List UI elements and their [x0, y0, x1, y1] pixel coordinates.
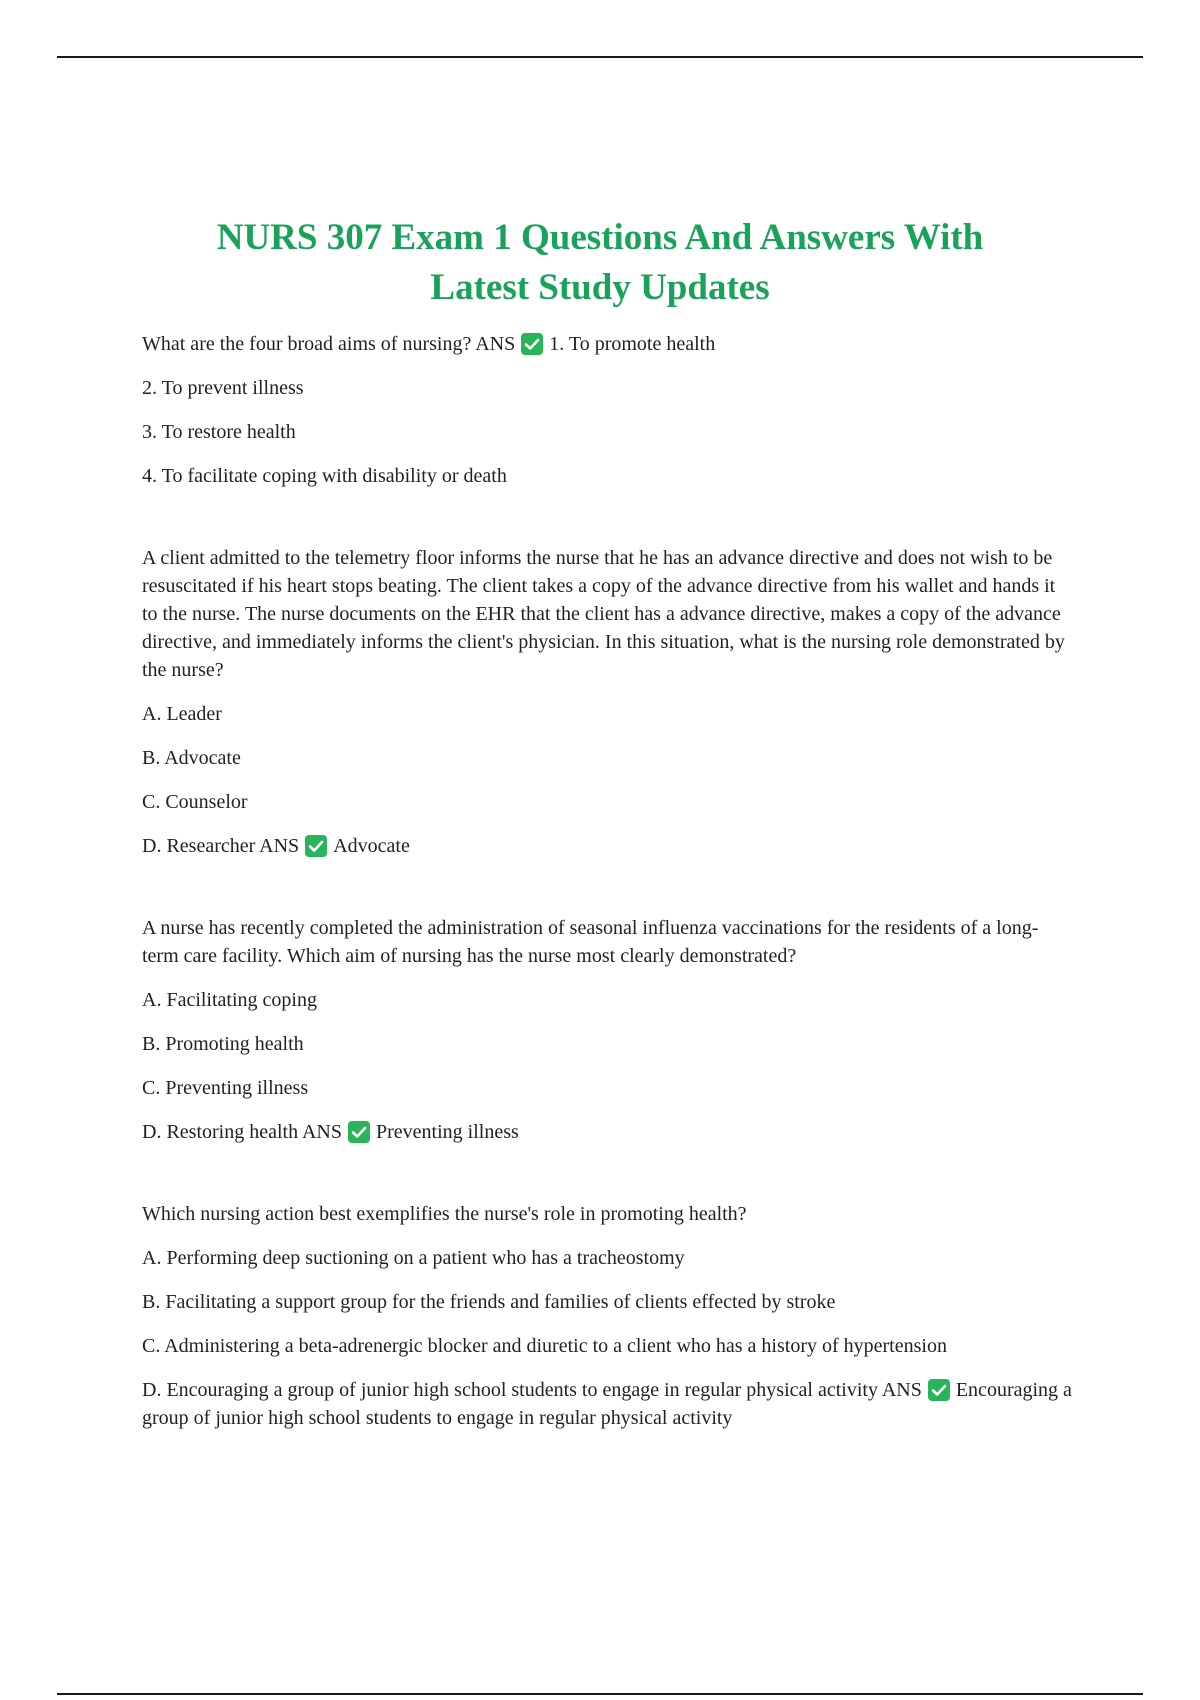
option: A. Facilitating coping — [142, 989, 317, 1011]
correct-answer: Preventing illness — [376, 1121, 519, 1143]
correct-answer: Advocate — [333, 835, 410, 857]
option: C. Preventing illness — [142, 1077, 309, 1099]
option-with-answer — [142, 1376, 1072, 1432]
option: A. Leader — [142, 703, 222, 725]
question-1-text: What are the four broad aims of nursing? ANS — [142, 333, 516, 355]
option: B. Promoting health — [142, 1033, 304, 1055]
answer-line: 4. To facilitate coping with disability or death — [142, 465, 507, 487]
option: C. Counselor — [142, 791, 248, 813]
bottom-rule — [57, 1693, 1143, 1695]
question-4-text: Which nursing action best exemplifies the nurse's role in promoting health? — [142, 1203, 747, 1225]
top-rule — [57, 56, 1143, 58]
question-1-line — [142, 330, 1072, 358]
question-block-4 — [142, 1200, 1072, 1432]
correct-answer: Encouraging a group of junior high school students to engage in regular physical activity — [142, 1379, 1072, 1429]
option: C. Administering a beta-adrenergic blocker and diuretic to a client who has a history of hypertension — [142, 1335, 947, 1357]
answer-line: 3. To restore health — [142, 421, 296, 443]
question-block-2 — [142, 544, 1072, 860]
option: B. Facilitating a support group for the friends and families of clients effected by stroke — [142, 1291, 836, 1313]
option: B. Advocate — [142, 747, 241, 769]
answer-line: 2. To prevent illness — [142, 377, 304, 399]
question-block-1 — [142, 330, 1072, 490]
check-mark-icon — [521, 333, 543, 355]
option-with-answer — [142, 1118, 1072, 1146]
option-d: D. Restoring health ANS — [142, 1121, 342, 1143]
check-mark-icon — [348, 1121, 370, 1143]
question-3-text: A nurse has recently completed the administration of seasonal influenza vaccinations for the residents of a long-term care facility. Which aim of nursing has the nurse most clearly demonstrated? — [142, 917, 1039, 967]
question-2-text: A client admitted to the telemetry floor informs the nurse that he has an advance directive and does not wish to be resuscitated if his heart stops beating. The client takes a copy of the advance directive from his wallet and hands it to the nurse. The nurse documents on the EHR that the client has a advance directive, makes a copy of the advance directive, and immediately informs the client's physician. In this situation, what is the nursing role demonstrated by the nurse? — [142, 547, 1065, 681]
title-line-1: NURS 307 Exam 1 Questions And Answers With — [216, 217, 984, 258]
question-block-3 — [142, 914, 1072, 1146]
qa-content — [142, 330, 1072, 1432]
title-line-2: Latest Study Updates — [430, 267, 770, 308]
check-mark-icon — [305, 835, 327, 857]
page-title — [0, 213, 1200, 313]
option-d: D. Encouraging a group of junior high school students to engage in regular physical activity ANS — [142, 1379, 922, 1401]
option-with-answer — [142, 832, 1072, 860]
check-mark-icon — [928, 1379, 950, 1401]
option-d: D. Researcher ANS — [142, 835, 300, 857]
option: A. Performing deep suctioning on a patient who has a tracheostomy — [142, 1247, 685, 1269]
question-1-answer: 1. To promote health — [549, 333, 716, 355]
